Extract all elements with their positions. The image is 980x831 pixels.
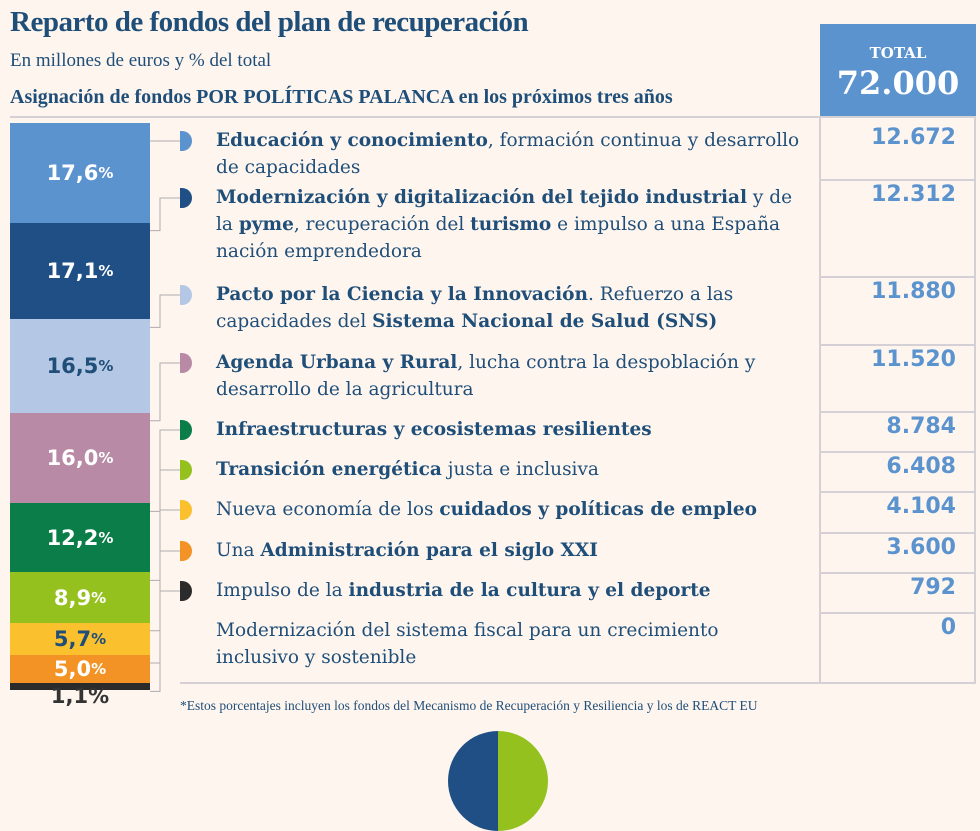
chart-title: Reparto de fondos del plan de recuperación [10,6,529,38]
total-label: TOTAL [869,44,927,62]
connector-line [150,430,180,511]
section-heading: Asignación de fondos POR POLÍTICAS PALANCA en los próximos tres años [10,86,673,108]
row-amount: 0 [940,615,956,640]
text-segment: , formación continua y desarrollo de capacidades [216,130,800,178]
percent-sign: % [91,660,107,679]
percent-sign: % [91,588,107,607]
text-segment: y de la [216,187,793,235]
text-segment: Modernización y digitalización del tejido industrial [216,187,748,208]
row-amount: 6.408 [886,454,956,479]
half-circle-icon [180,353,192,373]
text-segment: , recuperación del [293,214,471,235]
text-segment: justa e inclusiva [441,459,599,480]
text-segment: Una [216,540,261,561]
text-segment: Educación y conocimiento [216,130,488,151]
table-row [180,573,976,613]
text-segment: Infraestructuras y ecosistemas resilientes [216,419,652,440]
row-amount: 12.672 [871,125,956,150]
bar-segment [10,655,150,683]
half-circle-icon [180,541,192,561]
bar-label-last: 1,1% [50,684,110,708]
percent-sign: % [98,449,114,468]
footnote: *Estos porcentajes incluyen los fondos del Mecanismo de Recuperación y Resiliencia y los de REACT EU [180,698,758,713]
connector-line [150,470,180,580]
text-segment: cuidados y políticas de empleo [439,499,757,520]
row-divider [820,532,976,534]
text-segment: Nueva economía de los [216,499,440,520]
bar-segment [10,623,150,655]
row-description [216,617,806,671]
bar-label: 5,7 [53,626,92,651]
row-description [216,456,806,483]
row-description [216,496,806,523]
percent-sign: % [98,262,114,280]
bar-label: 12,2 [46,525,99,550]
table-row [180,123,976,180]
text-segment: , lucha contra la despoblación y desarrollo de la agricultura [216,352,756,400]
table-row [180,492,976,533]
row-amount: 4.104 [886,494,956,519]
row-divider [820,612,976,614]
text-segment: Modernización del sistema fiscal para un crecimiento inclusivo y sostenible [216,620,719,668]
percent-sign: % [98,163,114,182]
pct-value: 1,1 [50,684,89,708]
bar-segment [10,319,150,412]
bar-segment [10,223,150,320]
row-description [216,127,806,181]
half-circle-icon [180,420,192,440]
text-segment: turismo [470,214,552,235]
bar-label: 5,0 [53,657,92,682]
table-row [180,452,976,492]
half-circle-icon [180,500,192,520]
bar-label: 17,1 [46,259,99,283]
row-amount: 792 [910,575,956,600]
total-value: 72.000 [836,64,960,102]
text-segment: Transición energética [216,459,442,480]
table-row [180,533,976,573]
row-amount: 11.520 [871,347,956,372]
percent-sign: % [98,528,114,547]
row-description [216,281,806,335]
half-circle-icon [180,581,192,601]
table-row [180,277,976,345]
text-segment: Impulso de la [216,580,349,601]
connector-line [150,198,180,231]
half-circle-icon [180,460,192,480]
row-divider [820,451,976,453]
percent-sign: % [98,357,114,376]
row-description [216,577,806,604]
table-row [180,613,976,683]
bar-label: 8,9 [53,585,92,610]
bar-segment [10,413,150,504]
chart-subtitle: En millones de euros y % del total [10,50,272,71]
row-amount: 12.312 [871,182,956,207]
half-circle-icon [180,285,192,305]
bar-label: 17,6 [46,160,99,185]
text-segment: Sistema Nacional de Salud (SNS) [372,311,718,332]
text-segment: . Refuerzo a las capacidades del [216,284,734,332]
text-segment: pyme [238,214,294,235]
row-divider [820,344,976,346]
text-segment: e impulso a una España nación emprendedora [216,214,781,262]
row-description [216,184,806,265]
row-description [216,537,806,564]
bar-label: 16,0 [46,446,99,471]
table-row [180,345,976,412]
connector-line [150,551,180,663]
bar-segment [10,503,150,572]
table-row [180,412,976,452]
row-amount: 3.600 [886,535,956,560]
pie-chart-partial [448,731,548,831]
row-divider [820,179,976,181]
row-divider [820,491,976,493]
row-description [216,416,806,443]
connector-line [150,295,180,327]
table-row [180,180,976,277]
connector-line [150,510,180,631]
row-divider [820,411,976,413]
percent-sign: % [91,629,107,648]
row-divider [820,572,976,574]
row-description [216,349,806,403]
text-segment: Pacto por la Ciencia y la Innovación [216,284,588,305]
connector-line [150,363,180,421]
text-segment: Agenda Urbana y Rural [216,352,458,373]
half-circle-icon [180,188,192,208]
row-divider [820,276,976,278]
bar-segment [10,123,150,223]
bar-segment [10,572,150,622]
half-circle-icon [180,131,192,151]
text-segment: Administración para el siglo XXI [260,540,598,561]
row-amount: 11.880 [871,279,956,304]
bar-label: 16,5 [46,354,99,379]
row-divider [180,682,976,684]
text-segment: industria de la cultura y el deporte [348,580,711,601]
row-amount: 8.784 [886,414,956,439]
connector-line [150,591,180,691]
